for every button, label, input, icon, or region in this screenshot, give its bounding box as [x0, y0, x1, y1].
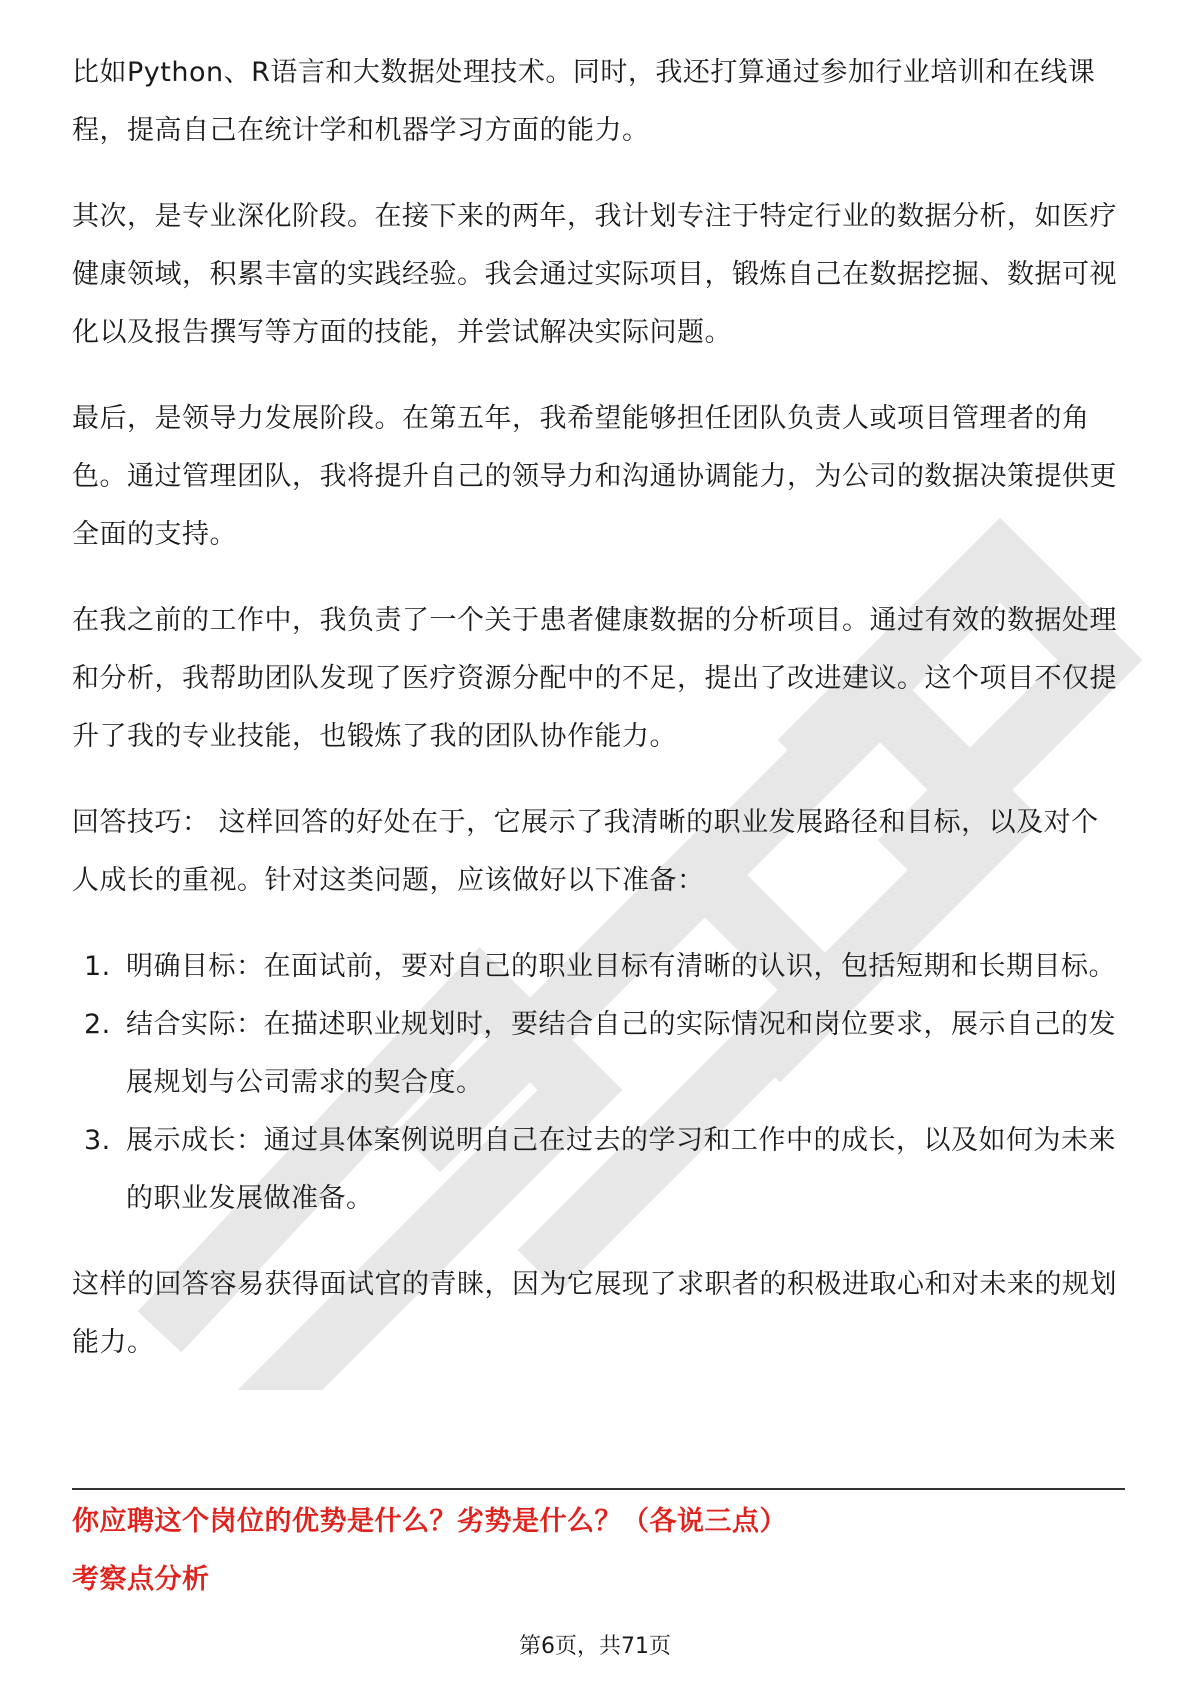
paragraph-answer-tips: 回答技巧： 这样回答的好处在于，它展示了我清晰的职业发展路径和目标，以及对个人成长的重视。针对这类问题，应该做好以下准备：	[72, 807, 1099, 896]
list-item-text: 展示成长：通过具体案例说明自己在过去的学习和工作中的成长，以及如何为未来的职业发展做准备。	[126, 1125, 1116, 1214]
list-item-text: 结合实际：在描述职业规划时，要结合自己的实际情况和岗位要求，展示自己的发展规划与公司需求的契合度。	[126, 1009, 1116, 1098]
paragraph-specialization: 其次，是专业深化阶段。在接下来的两年，我计划专注于特定行业的数据分析，如医疗健康领域，积累丰富的实践经验。我会通过实际项目，锻炼自己在数据挖掘、数据可视化以及报告撰写等方面的技能，并尝试解决实际问题。	[72, 201, 1117, 348]
list-number: 1.	[84, 951, 111, 982]
question-title: 你应聘这个岗位的优势是什么？劣势是什么？（各说三点）	[72, 1506, 787, 1537]
section-divider	[72, 1488, 1125, 1490]
question-subtitle: 考察点分析	[72, 1564, 210, 1595]
list-number: 3.	[84, 1125, 111, 1156]
list-item	[72, 938, 1124, 996]
list-item-text: 明确目标：在面试前，要对自己的职业目标有清晰的认识，包括短期和长期目标。	[126, 951, 1116, 982]
list-item	[72, 1112, 1124, 1228]
page-footer: 第6页，共71页	[519, 1634, 671, 1659]
document-body	[72, 44, 1124, 1400]
paragraph-closing: 这样的回答容易获得面试官的青睐，因为它展现了求职者的积极进取心和对未来的规划能力。	[72, 1269, 1117, 1358]
paragraph-past-project: 在我之前的工作中，我负责了一个关于患者健康数据的分析项目。通过有效的数据处理和分析，我帮助团队发现了医疗资源分配中的不足，提出了改进建议。这个项目不仅提升了我的专业技能，也锻炼了我的团队协作能力。	[72, 605, 1117, 752]
list-item	[72, 996, 1124, 1112]
paragraph-leadership: 最后，是领导力发展阶段。在第五年，我希望能够担任团队负责人或项目管理者的角色。通过管理团队，我将提升自己的领导力和沟通协调能力，为公司的数据决策提供更全面的支持。	[72, 403, 1117, 550]
list-number: 2.	[84, 1009, 111, 1040]
paragraph-skills: 比如Python、R语言和大数据处理技术。同时，我还打算通过参加行业培训和在线课程，提高自己在统计学和机器学习方面的能力。	[72, 57, 1096, 146]
preparation-list	[72, 938, 1124, 1228]
